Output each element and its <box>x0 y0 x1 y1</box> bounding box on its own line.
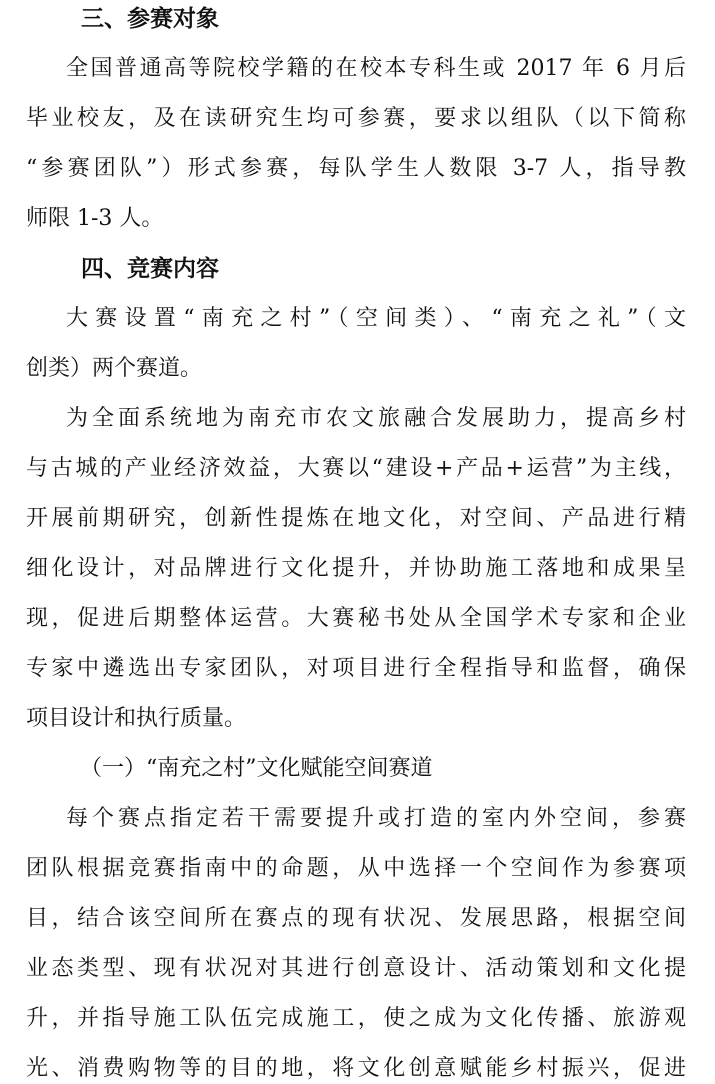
paragraph-line: 每个赛点指定若干需要提升或打造的室内外空间，参赛 <box>66 806 686 831</box>
section-heading-content: 四、竞赛内容 <box>81 256 219 282</box>
paragraph-line: 目，结合该空间所在赛点的现有状况、发展思路，根据空间 <box>26 906 686 931</box>
paragraph-line: 全国普通高等院校学籍的在校本专科生或 2017 年 6 月后 <box>66 56 686 81</box>
paragraph-line: 大赛设置“南充之村”（空间类）、“南充之礼”（文 <box>66 306 686 331</box>
paragraph-line: 为全面系统地为南充市农文旅融合发展助力，提高乡村 <box>66 406 686 431</box>
paragraph-line: 团队根据竞赛指南中的命题，从中选择一个空间作为参赛项 <box>26 856 686 881</box>
paragraph-line: 光、消费购物等的目的地，将文化创意赋能乡村振兴，促进 <box>26 1056 686 1081</box>
paragraph-line: 毕业校友，及在读研究生均可参赛，要求以组队（以下简称 <box>26 106 686 131</box>
paragraph-line: 业态类型、现有状况对其进行创意设计、活动策划和文化提 <box>26 956 686 981</box>
paragraph-line: 细化设计，对品牌进行文化提升，并协助施工落地和成果呈 <box>26 556 686 581</box>
paragraph-line: 现，促进后期整体运营。大赛秘书处从全国学术专家和企业 <box>26 606 686 631</box>
subsection-heading-village-track: （一）“南充之村”文化赋能空间赛道 <box>80 756 433 781</box>
paragraph-line: 专家中遴选出专家团队，对项目进行全程指导和监督，确保 <box>26 656 686 681</box>
paragraph-line: 创类）两个赛道。 <box>26 356 203 381</box>
section-heading-participants: 三、参赛对象 <box>81 6 219 32</box>
paragraph-line: 开展前期研究，创新性提炼在地文化，对空间、产品进行精 <box>26 506 686 531</box>
paragraph-line: “参赛团队”）形式参赛，每队学生人数限 3-7 人，指导教 <box>26 156 686 181</box>
paragraph-line: 与古城的产业经济效益，大赛以“建设+产品+运营”为主线， <box>26 456 686 481</box>
paragraph-line: 升，并指导施工队伍完成施工，使之成为文化传播、旅游观 <box>26 1006 686 1031</box>
paragraph-line: 项目设计和执行质量。 <box>26 706 247 731</box>
paragraph-line: 师限 1-3 人。 <box>26 206 164 231</box>
